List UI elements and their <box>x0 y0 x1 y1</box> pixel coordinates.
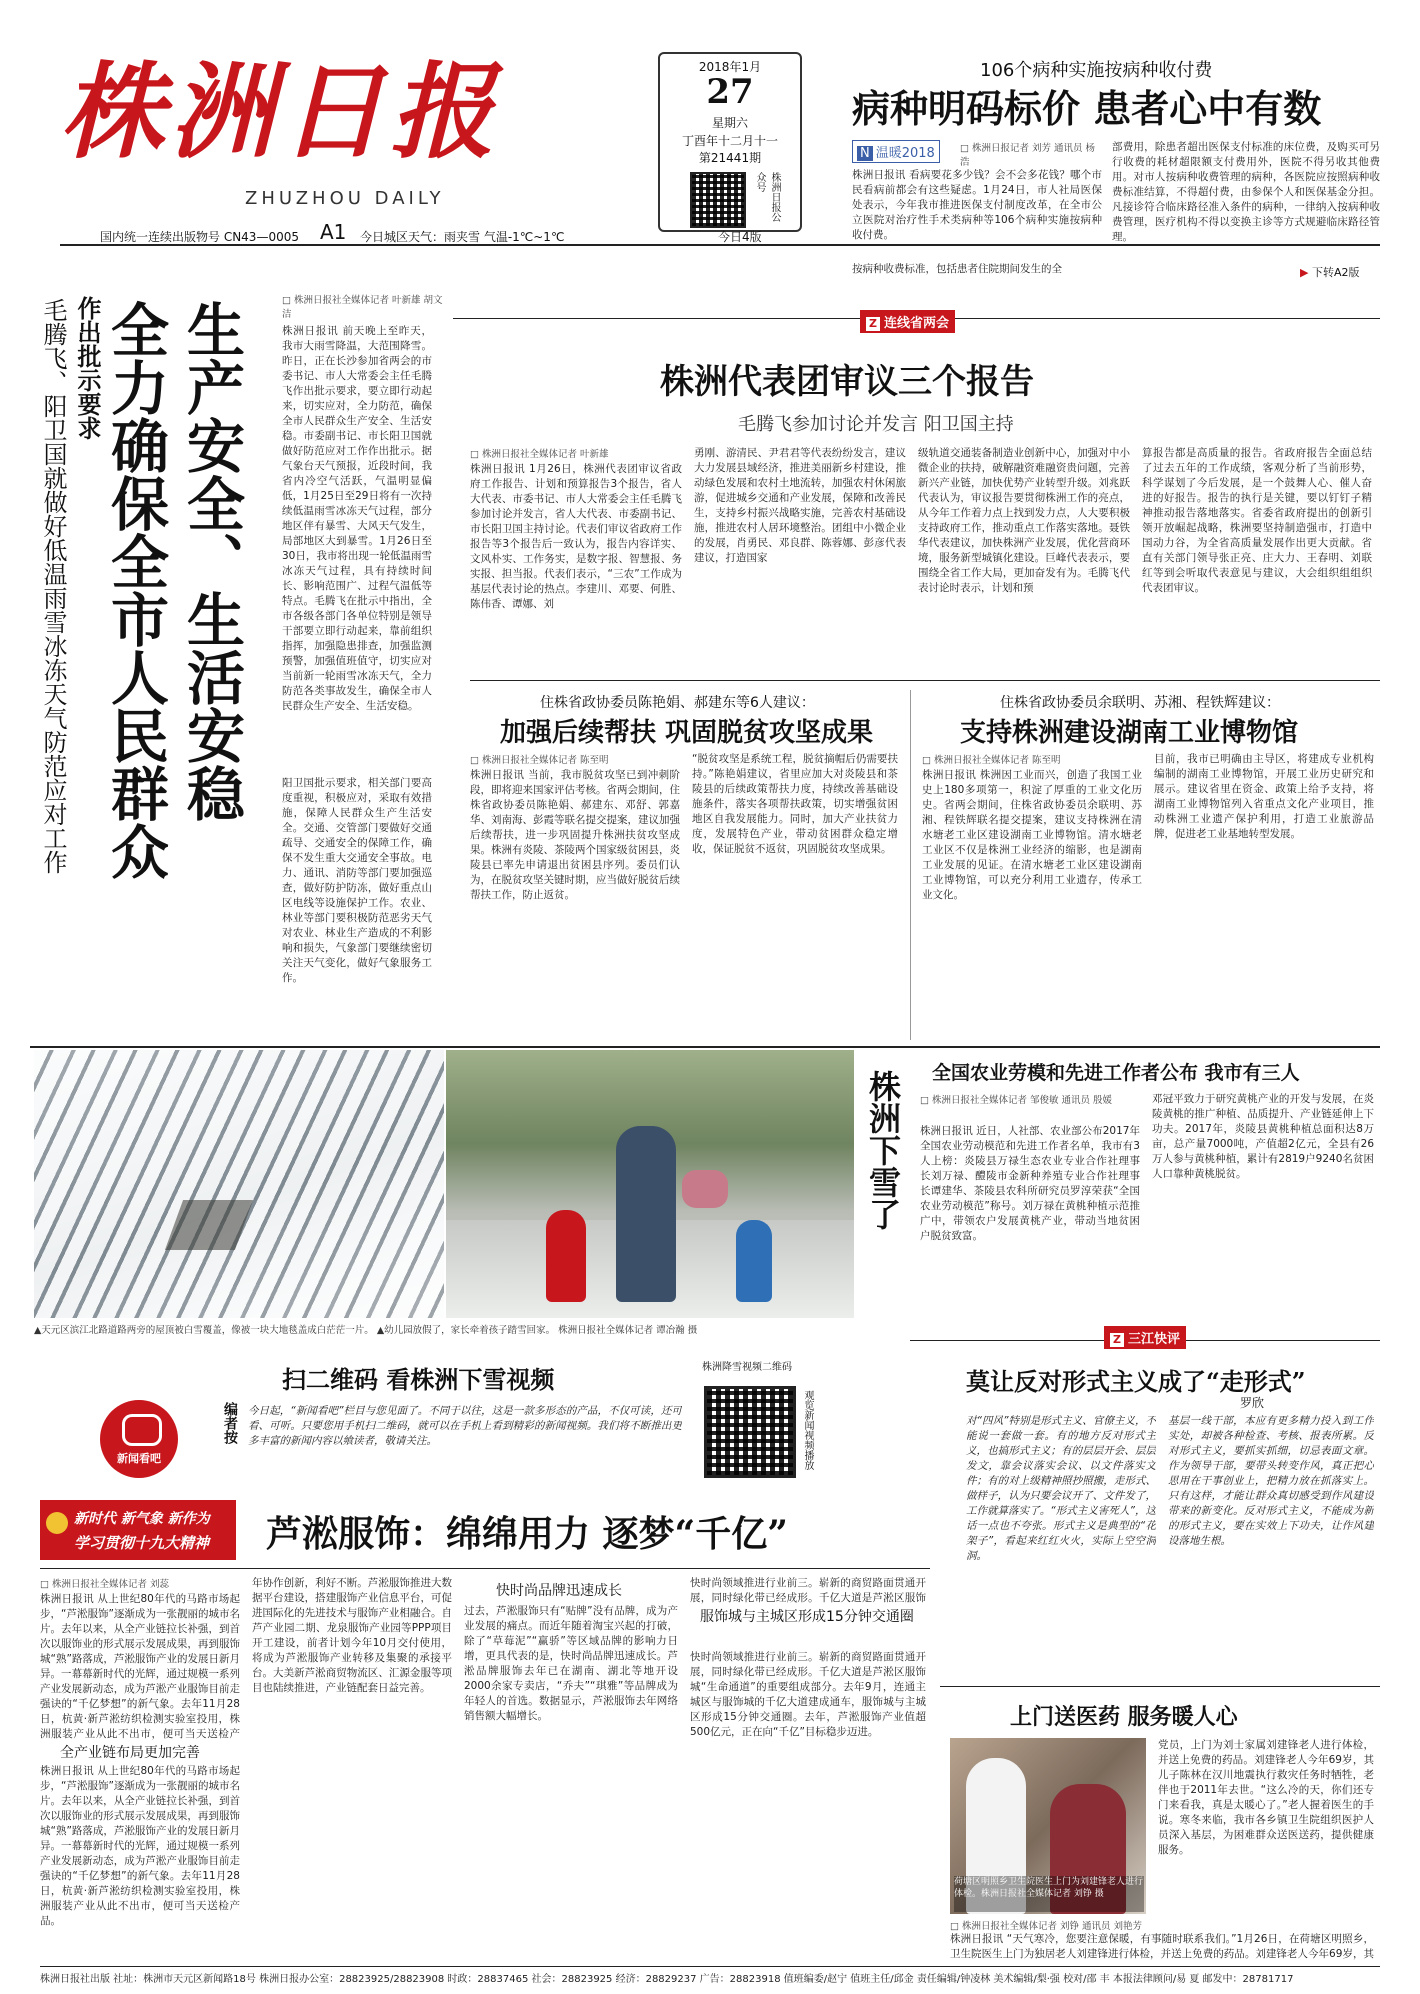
proposal-right-kicker: 住株省政协委员余联明、苏湘、程铁辉建议： <box>1000 695 1280 711</box>
npc-tag <box>860 310 955 333</box>
commentary-tag-label: 三江快评 <box>1128 1332 1181 1347</box>
top-story-col1b: 按病种收费标准，包括患者住院期间发生的全 <box>852 263 1062 275</box>
mid-rule <box>30 1046 1380 1048</box>
lead-headline-1: 生产安全、生活安稳 <box>177 300 245 822</box>
top-story-tag <box>852 140 940 163</box>
page-number: A1 <box>320 220 347 244</box>
jump-label: 下转A2版 <box>1311 266 1360 279</box>
proposal-left-byline: □ 株洲日报社全媒体记者 陈至明 <box>470 755 609 766</box>
play-icon <box>122 1414 162 1446</box>
page-count: 今日4版 <box>718 230 762 244</box>
top-story-col2: 部费用，除患者超出医保支付标准的床位费，及购买可另行收费的耗材超限额支付费用外，医院不得另收其他费用。对市人按病种收费管理的病种，各医院应按照病种收费标准结算，不得超付费，由参保个人和医保基金分担。凡接诊符合临床路径准入条件的病种，一律纳入按病种收费管理，医疗机构不得以变换主诊等方式规避临床路径管理。 <box>1112 141 1380 243</box>
snow-title-box <box>856 1050 900 1318</box>
proposal-left-kicker: 住株省政协委员陈艳娟、郝建东等6人建议： <box>540 695 815 711</box>
snow-title: 株洲下雪了 <box>864 1070 902 1230</box>
top-story-headline: 病种明码标价 患者心中有数 <box>852 86 1322 131</box>
farm-col2: 邓冠平致力于研究黄桃产业的开发与发展，在炎陵黄桃的推广种植、品质提升、产业链延伸上下功夫。2017年，炎陵县黄桃种植总面积达8万亩，总产量7000吨，产值超2亿元，全县有26万人参与黄桃种植，累计有2819户9240名贫困人口靠种黄桃脱贫。 <box>1152 1093 1374 1180</box>
date-box <box>658 52 802 232</box>
child-left-figure <box>546 1210 586 1302</box>
tag-label: 温暖2018 <box>875 146 935 161</box>
masthead-logo: 株洲日报 <box>60 50 501 173</box>
npc-col1: 株洲日报讯 1月26日，株洲代表团审议省政府工作报告、计划和预算报告3个报告，省人大代表、市委书记、市人大常委会主任毛腾飞参加讨论并发言，省人大代表、市委副书记、市长阳卫国主持讨论。代表们审议省政府工作报告等3个报告后一致认为，报告内容详实、文风朴实、工作务实，是数字报、智慧报、务实报、担当报。代表们表示，“三农”工作成为基层代表讨论的热点。李建川、邓要、何胜、陈伟香、谭娜、刘 <box>470 463 682 610</box>
proposal-left-headline: 加强后续帮扶 巩固脱贫攻坚成果 <box>500 718 874 748</box>
snow-walk-photo <box>446 1050 854 1318</box>
npc-subhead: 毛腾飞参加讨论并发言 阳卫国主持 <box>738 414 1014 435</box>
npc-col3: 级轨道交通装备制造业创新中心，加强对中小微企业的扶持，破解融资难融资贵问题，完善新兴产业链，加快优势产业转型升级。刘兆跃代表认为，审议报告要贯彻株洲工作的亮点，从今年工作着力点上找到发力点，人大要积极支持政府工作，推动重点工作落实落地。聂铁华代表建议，加快株洲产业发展，优化营商环境，服务新型城镇化建设。巨峰代表表示，要围绕全省工作大局，更加奋发有为。毛腾飞代表讨论时表示，计划和预 <box>918 447 1130 594</box>
adult-figure <box>616 1126 676 1302</box>
arrow-right-icon: ▶ <box>1300 266 1309 279</box>
editor-note: 今日起，“新闻看吧”栏目与您见面了。不同于以往，这是一款多形态的产品，不仅可读，还可看、可听。只要您用手机扫二维码，就可以在手机上看到精彩的新闻视频。我们将不断推出更多丰富的新闻内容以飨读者，敬请关注。 <box>248 1405 682 1447</box>
proposal-right-byline: □ 株洲日报社全媒体记者 陈至明 <box>922 755 1061 766</box>
commentary-headline: 莫让反对形式主义成了“走形式” <box>966 1367 1306 1396</box>
lead-col2: 阳卫国批示要求，相关部门要高度重视，积极应对，采取有效措施，保障人民群众生产生活安全。交通、交管部门要做好交通疏导、交通安全的保障工作，确保不发生重大交通安全事故。电力、通讯、消防等部门要加强巡查，做好防护防冻，做好重点山区电线等设施保护工作。农业、林业等部门要积极防范恶劣天气对农业、林业生产造成的不利影响和损失，气象部门要继续密切关注天气变化，做好气象服务工作。 <box>282 777 432 984</box>
blanket-bundle <box>682 1170 728 1208</box>
luzong-col4: 快时尚领域推进行业前三。崭新的商贸路面贯通开展，同时绿化带已经成形。千亿大道是芦淞区服饰城“生命通道”的重要组成部分。去年9月，连通主城区与服饰城的千亿大道建成通车，服饰城与主城区形成15分钟交通圈。去年，芦淞服饰产业值超500亿元，正在向“千亿”目标稳步迈进。 <box>690 1651 926 1738</box>
issue-number: 第21441期 <box>698 151 762 165</box>
child-right-figure <box>736 1220 772 1302</box>
luzong-col3: 过去，芦淞服饰只有“贴牌”没有品牌，成为产业发展的痛点。而近年随着淘宝兴起的打破，除了“草莓泥”“赢骄”等区域品牌的影响力日增，更具代表的是，快时尚品牌迅速成长。芦淞品牌服饰去年已在湖南、湖北等地开设2000余家专卖店，“乔夫”“琪雅”等品牌成为年轻人的首选。数据显示，芦淞服饰去年网络销售额大幅增长。 <box>464 1605 678 1722</box>
masthead-qr-code[interactable] <box>690 172 746 228</box>
luzong-sub1: 全产业链布局更加完善 <box>60 1745 200 1761</box>
doctor-headline: 上门送医药 服务暖人心 <box>1010 1704 1238 1730</box>
luzong-rule <box>40 1568 930 1569</box>
proposal-right-col2: 目前，我市已明确由主导区，将建成专业机构编制的湖南工业博物馆，开展工业历史研究和展示。建议省里在资金、政策上给予支持，将湖南工业博物馆列入省重点文化产业项目，推动株洲工业遗产保护利用，打造工业旅游品牌，促进老工业基地转型发展。 <box>1154 753 1374 840</box>
lead-col1: 株洲日报讯 前天晚上至昨天，我市大雨雪降温，大范围降雪。昨日，正在长沙参加省两会的市委书记、市人大常委会主任毛腾飞作出批示要求，要立即行动起来，切实应对，全力防范，确保全市人民群众生产安全、生活安稳。市委副书记、市长阳卫国就做好防范应对工作作出批示。据气象台天气预报，近段时间，我省内冷空气活跃，气温明显偏低，1月25日至29日将有一次持续低温雨雪冰冻天气过程，部分地区伴有暴雪、大风天气发生，局部地区大到暴雪。1月26日至30日，我市将出现一轮低温雨雪冰冻天气过程，具有持续时间长、影响范围广、过程气温低等特点。毛腾飞在批示中指出，全市各级各部门各单位特别是领导干部要立即行动起来，靠前组织指挥，加强隐患排查，加强监测预警，加强值班值守，切实应对当前新一轮雨雪冰冻天气，全力防范各类事故发生，确保全市人民群众生产安全、生活安稳。 <box>282 325 432 712</box>
footer: 株洲日报社出版 社址：株洲市天元区新闻路18号 株洲日报办公室：28823925/28823908 时政：28837465 社会：28823925 经济：28829237 广告：28823918 值班编委/赵宁 值班主任/邱金 责任编辑/钟凌林 美术编辑/梨·强 校对/邵 丰 本报法律顾问/易 夏 邮发中：28781717 <box>40 1974 1294 1985</box>
luzong-sub2: 快时尚品牌迅速成长 <box>496 1583 622 1599</box>
date-lunar: 丁酉年十二月十一 <box>681 134 778 148</box>
farm-headline: 全国农业劳模和先进工作者公布 我市有三人 <box>932 1062 1300 1084</box>
slogan-line-2: 学习贯彻十九大精神 <box>74 1534 210 1552</box>
luzong-headline: 芦淞服饰：绵绵用力 逐梦“千亿” <box>266 1513 788 1555</box>
npc-col2: 勇刚、游清民、尹君君等代表纷纷发言，建议大力发展县域经济，推进美丽新乡村建设，推动绿色发展和农村土地流转，加强农村休闲旅游，促进城乡交通和产业发展，保障和改善民生，支持乡村振兴战略实施，完善农村基础设施，推进农村人居环境整治。团组中小微企业的发展，肖勇民、邓良群、陈蓉娜、彭彦代表建议，打造国家 <box>694 447 906 564</box>
npc-byline: □ 株洲日报社全媒体记者 叶新雄 <box>470 449 609 460</box>
snow-caption: ▲天元区滨江北路道路两旁的屋顶被白雪覆盖，像被一块大地毯盖成白茫茫一片。 ▲幼儿园放假了，家长牵着孩子踏雪回家。 株洲日报社全媒体记者 谭冶瀚 摄 <box>34 1325 698 1336</box>
cn-number: 国内统一连续出版物号 CN43—0005 <box>100 230 299 244</box>
tag-z-icon: Z <box>866 317 880 331</box>
masthead-logo-en: ZHUZHOU DAILY <box>245 188 445 209</box>
luzong-byline: □ 株洲日报社全媒体记者 刘蕊 <box>40 1579 170 1590</box>
lead-side-title: 作出批示要求 <box>73 296 102 440</box>
video-headline: 扫二维码 看株洲下雪视频 <box>282 1365 555 1394</box>
qr-caption: 株洲日报公众号 <box>754 172 780 222</box>
slogan-line-1: 新时代 新气象 新作为 <box>74 1511 210 1527</box>
footer-rule <box>40 1966 1380 1967</box>
party-emblem-icon <box>46 1512 68 1534</box>
luzong-col1: 株洲日报讯 从上世纪80年代的马路市场起步，“芦淞服饰”逐渐成为一张靓丽的城市名片。去年以来，从全产业链拉长补强，到首次以服饰业的形式展示发展成果，再到服饰城“熟”路落成，芦淞服饰产业的发展日新月异。一幕幕新时代的光辉，通过规模一系列产业发展新动态，成为芦淞产业服饰目前走强诀的“千亿梦想”的新气象。去年11月28日，杭黄·新芦淞纺织检测实验室投用，株洲服装产业从此不出市，便可当天送检产 <box>40 1593 240 1740</box>
npc-bottom-rule <box>470 680 1380 681</box>
npc-col4: 算报告都是高质量的报告。省政府报告全面总结了过去五年的工作成绩，客观分析了当前形势，科学谋划了今后发展，是一个鼓舞人心、催人奋进的好报告。报告的执行是关键，要以钉钉子精神推动报告落地落实。省委省政府提出的创新引领开放崛起战略，株洲要坚持制造强市，打造中国动力谷，为全省高质量发展作出更大贡献。省直有关部门领导张正亮、庄大力、王春明、刘联红等到会听取代表意见与建议，大会组织组组织代表团审议。 <box>1142 447 1372 594</box>
lead-headline-2: 全力确保全市人民群众 <box>101 300 169 880</box>
luzong-col1b: 株洲日报讯 从上世纪80年代的马路市场起步，“芦淞服饰”逐渐成为一张靓丽的城市名片。去年以来，从全产业链拉长补强，到首次以服饰业的形式展示发展成果，再到服饰城“熟”路落成，芦淞服饰产业的发展日新月异。一幕幕新时代的光辉，通过规模一系列产业发展新动态，成为芦淞产业服饰目前走强诀的“千亿梦想”的新气象。去年11月28日，杭黄·新芦淞纺织检测实验室投用，株洲服装产业从此不出市，便可当天送检产品。 <box>40 1765 240 1927</box>
commentary-col2: 基层一线干部，本应有更多精力投入到工作实处，却被各种检查、考核、报表所累。反对形式主义，要抓实抓细，切忌表面文章。作为领导干部，要带头转变作风，真正把心思用在干事创业上，把精力放在抓落实上。只有这样，才能让群众真切感受到作风建设带来的新变化。反对形式主义，不能成为新的形式主义，要在实效上下功夫，让作风建设落地生根。 <box>1168 1415 1374 1547</box>
video-brand: 新闻看吧 <box>117 1452 161 1465</box>
snow-rooftops-photo <box>34 1050 444 1318</box>
lead-byline: □ 株洲日报社全媒体记者 叶新雄 胡文洁 <box>282 295 443 320</box>
weather: 今日城区天气：雨夹雪 气温-1℃~1℃ <box>360 230 565 244</box>
tag-n-icon: N <box>857 146 873 161</box>
commentary-bottom-rule <box>940 1686 1380 1687</box>
npc-headline: 株洲代表团审议三个报告 <box>660 362 1034 402</box>
proposal-right-col1: 株洲日报讯 株洲因工业而兴，创造了我国工业史上180多项第一，积淀了厚重的工业文化历史。省两会期间，住株省政协委员余联明、苏湘、程铁辉联名提交提案，建议支持株洲在清水塘老工业区建设湖南工业博物馆。清水塘老工业区不仅是株洲工业经济的缩影，也是湖南工业发展的见证。在清水塘老工业区建设湖南工业博物馆，可以充分利用工业遗存，传承工业文化。 <box>922 769 1142 901</box>
proposal-left-col2: “脱贫攻坚是系统工程，脱贫摘帽后仍需要扶持。”陈艳娟建议，省里应加大对炎陵县和茶陵县的后续政策帮扶力度，持续改善基础设施条件，落实各项帮扶政策，切实增强贫困地区自我发展能力。同时，加大产业扶贫力度，发展特色产业，带动贫困群众稳定增收，保证脱贫不返贫，巩固脱贫攻坚成果。 <box>692 753 898 855</box>
editor-note-label: 编者按 <box>222 1402 238 1444</box>
npc-tag-label: 连线省两会 <box>884 316 950 331</box>
video-qr-side: 观览新闻视频播放 <box>802 1390 813 1470</box>
proposal-right-headline: 支持株洲建设湖南工业博物馆 <box>960 718 1299 748</box>
slogan-box <box>40 1500 236 1560</box>
commentary-col1: 对“四风”特别是形式主义、官僚主义，不能说一套做一套。有的地方反对形式主义，也搞形式主义；有的层层开会、层层发文，靠会议落实会议、以文件落实文件；有的对上级精神照抄照搬，走形式、做样子，认为只要会议开了、文件发了，工作就算落实了。“形式主义害死人”，这话一点也不夸张。形式主义是典型的“花架子”，看起来红红火火，实际上空空洞洞。 <box>966 1415 1156 1562</box>
date-day: 27 <box>706 72 754 112</box>
rooftop-pattern <box>34 1050 444 1318</box>
video-qr-code[interactable] <box>704 1386 796 1478</box>
luzong-sub3: 服饰城与主城区形成15分钟交通圈 <box>700 1609 914 1625</box>
date-weekday: 星期六 <box>711 116 748 130</box>
doctor-caption: 荷塘区明照乡卫生院医生上门为刘建锋老人进行体检。株洲日报社全媒体记者 刘铮 摄 <box>954 1876 1144 1912</box>
video-qr-label: 株洲降雪视频二维码 <box>702 1362 792 1373</box>
video-logo[interactable] <box>100 1400 178 1478</box>
proposal-left-col1: 株洲日报讯 当前，我市脱贫攻坚已到冲刺阶段，即将迎来国家评估考核。省两会期间，住株省政协委员陈艳娟、郝建东、邓舒、郭嘉华、刘南海、彭霞等联名提交提案，建议加强后续帮扶，进一步巩固提升株洲扶贫攻坚成果。株洲有炎陵、茶陵两个国家级贫困县，炎陵县已率先申请退出贫困县序列。委员们认为，在脱贫攻坚关键时期，应当做好脱贫后续帮扶工作，防止返贫。 <box>470 769 680 901</box>
tag-z-icon: Z <box>1110 1333 1124 1347</box>
doctor-col1: 株洲日报讯 “天气寒冷，您要注意保暖，有事随时联系我们。”1月26日，在荷塘区明照乡，卫生院医生上门为独居老人刘建锋进行体检，并送上免费的药品。刘建锋老人今年69岁，其 <box>950 1933 1374 1960</box>
luzong-col4a: 快时尚领域推进行业前三。崭新的商贸路面贯通开展，同时绿化带已经成形。千亿大道是芦淞区服饰 <box>690 1577 926 1604</box>
jump-link[interactable] <box>1300 264 1360 280</box>
date-year-month: 2018年1月 <box>698 60 762 74</box>
doctor-col2: 党员，上门为刘士家属刘建锋老人进行体检，并送上免费的药品。刘建锋老人今年69岁，其儿子陈林在汉川地震执行救灾任务时牺牲，老伴也于2011年去世。“这么冷的天，你们还专门来看我，真是太暖心了。”老人握着医生的手说。寒冬来临，我市各乡镇卫生院组织医护人员深入基层，为困难群众送医送药，提供健康服务。 <box>1158 1739 1374 1856</box>
farm-col1: 株洲日报讯 近日，人社部、农业部公布2017年全国农业劳动模范和先进工作者名单，我市有3人上榜：炎陵县万禄生态农业专业合作社理事长刘万禄、醴陵市金新种养殖专业合作社理事长谭建华、茶陵县农科所研究员罗淳荣获“全国农业劳动模范”称号。刘万禄在黄桃种植示范推广中，带领农户发展黄桃产业，带动当地贫困户脱贫致富。 <box>920 1125 1140 1242</box>
top-story-byline: □ 株洲日报记者 刘芳 通讯员 杨浩 <box>960 143 1096 168</box>
luzong-col2: 年协作创新，利好不断。芦淞服饰推进大数据平台建设，搭建服饰产业信息平台，可促进国际化的先进技术与服饰产业相融合。自芦产业园二期、龙泉服饰产业园等PPP项目开工建设，前者计划今年10月交付使用，将成为芦淞服饰产业转移及集聚的承接平台。大美新芦淞商贸物流区、汇源金服等项目也陆续推进，产业链配套日益完善。 <box>252 1577 452 1694</box>
commentary-tag <box>1104 1326 1186 1349</box>
top-story-kicker: 106个病种实施按病种收付费 <box>980 60 1213 81</box>
farm-byline: □ 株洲日报社全媒体记者 邹俊敏 通讯员 殷媛 <box>920 1095 1113 1106</box>
top-story-col1: 株洲日报讯 看病要花多少钱？会不会多花钱？哪个市民看病前都会有这些疑虑。1月24日，市人社局医保处表示，今年我市推进医保支付制度改革，在全市公立医院对治疗性手术类病种等106个病种实施按病种收付费。 <box>852 169 1102 241</box>
proposal-divider <box>910 690 911 1040</box>
lead-side-sub: 毛腾飞、阳卫国就做好低温雨雪冰冻天气防范应对工作 <box>39 298 67 874</box>
commentary-author: 罗欣 <box>1240 1396 1265 1410</box>
doctor-byline: □ 株洲日报社全媒体记者 刘铮 通讯员 刘艳芳 <box>950 1921 1143 1932</box>
